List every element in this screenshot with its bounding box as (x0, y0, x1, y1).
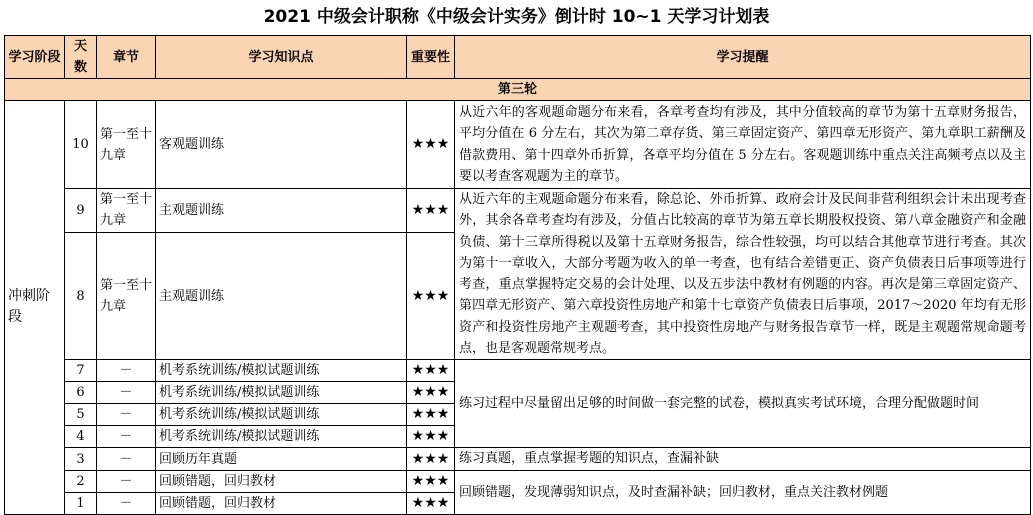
tip-review: 回顾错题，发现薄弱知识点，及时查漏补缺；回归教材，重点关注教材例题 (455, 470, 1031, 514)
page-title: 2021 中级会计职称《中级会计实务》倒计时 10~1 天学习计划表 (263, 7, 770, 27)
header-chapter: 章节 (97, 36, 156, 79)
header-days: 天数 (65, 36, 97, 79)
chapter-cell: － (97, 448, 156, 470)
topic-cell: 回顾历年真题 (156, 448, 407, 470)
day-cell: 6 (65, 382, 97, 404)
chapter-cell: － (97, 382, 156, 404)
day-cell: 1 (65, 492, 97, 514)
importance-stars: ★★★ (407, 360, 455, 382)
chapter-cell: － (97, 404, 156, 426)
topic-cell: 回顾错题，回归教材 (156, 470, 407, 492)
chapter-cell: 第一至十九章 (97, 232, 156, 360)
header-row (5, 36, 1031, 79)
importance-stars: ★★★ (407, 492, 455, 514)
tip-subjective: 从近六年的主观题命题分布来看，除总论、外币折算、政府会计及民间非营利组织会计未出现考查外，其余各章考查均有涉及，分值占比较高的章节为第五章长期股权投资、第八章金融资产和金融负债、第十三章所得税以及第十五章财务报告，综合性较强，均可以结合其他章节进行考查。其次为第十一章收入，大部分考题为收入的单一考查，也有结合差错更正、资产负债表日后事项等进行考查，重点掌握特定交易的会计处理、以及五步法中教材有例题的内容。再次是第三章固定资产、第四章无形资产、第六章投资性房地产和第十七章资产负债表日后事项，2017～2020 年均有无形资产和投资性房地产主观题考查，其中投资性房地产与财务报告章节一样，既是主观题常规命题考点，也是客观题常规考点。 (455, 189, 1031, 360)
table-row (5, 448, 1031, 470)
chapter-cell: 第一至十九章 (97, 189, 156, 233)
header-topic: 学习知识点 (156, 36, 407, 79)
stage-label: 冲刺阶段 (5, 101, 65, 515)
tip-mock: 练习过程中尽量留出足够的时间做一套完整的试卷，模拟真实考试环境，合理分配做题时间 (455, 360, 1031, 448)
round-row (5, 79, 1031, 101)
chapter-cell: － (97, 426, 156, 448)
table-row (5, 470, 1031, 492)
study-plan-table (4, 35, 1031, 515)
header-tips: 学习提醒 (455, 36, 1031, 79)
tip-objective: 从近六年的客观题命题分布来看，各章考查均有涉及，其中分值较高的章节为第十五章财务报告，平均分值在 6 分左右，其次为第二章存货、第三章固定资产、第四章无形资产、第九章职工薪酬及借款费用、第十四章外币折算，各章平均分值在 5 分左右。客观题训练中重点关注高频考点以及主要以考查客观题为主的章节。 (455, 101, 1031, 189)
tip-past-exams: 练习真题，重点掌握考题的知识点，查漏补缺 (455, 448, 1031, 470)
table-row (5, 360, 1031, 382)
topic-cell: 机考系统训练/模拟试题训练 (156, 360, 407, 382)
importance-stars: ★★★ (407, 448, 455, 470)
header-importance: 重要性 (407, 36, 455, 79)
chapter-cell: － (97, 360, 156, 382)
day-cell: 2 (65, 470, 97, 492)
day-cell: 4 (65, 426, 97, 448)
topic-cell: 机考系统训练/模拟试题训练 (156, 404, 407, 426)
header-stage: 学习阶段 (5, 36, 65, 79)
day-cell: 9 (65, 189, 97, 233)
importance-stars: ★★★ (407, 404, 455, 426)
topic-cell: 客观题训练 (156, 101, 407, 189)
importance-stars: ★★★ (407, 382, 455, 404)
day-cell: 3 (65, 448, 97, 470)
day-cell: 8 (65, 232, 97, 360)
topic-cell: 回顾错题，回归教材 (156, 492, 407, 514)
chapter-cell: － (97, 470, 156, 492)
topic-cell: 机考系统训练/模拟试题训练 (156, 426, 407, 448)
day-cell: 7 (65, 360, 97, 382)
round-label: 第三轮 (5, 79, 1031, 101)
day-cell: 5 (65, 404, 97, 426)
topic-cell: 机考系统训练/模拟试题训练 (156, 382, 407, 404)
importance-stars: ★★★ (407, 426, 455, 448)
importance-stars: ★★★ (407, 232, 455, 360)
importance-stars: ★★★ (407, 470, 455, 492)
importance-stars: ★★★ (407, 189, 455, 233)
topic-cell: 主观题训练 (156, 189, 407, 233)
table-row (5, 189, 1031, 233)
chapter-cell: － (97, 492, 156, 514)
importance-stars: ★★★ (407, 101, 455, 189)
topic-cell: 主观题训练 (156, 232, 407, 360)
day-cell: 10 (65, 101, 97, 189)
chapter-cell: 第一至十九章 (97, 101, 156, 189)
table-row (5, 101, 1031, 189)
